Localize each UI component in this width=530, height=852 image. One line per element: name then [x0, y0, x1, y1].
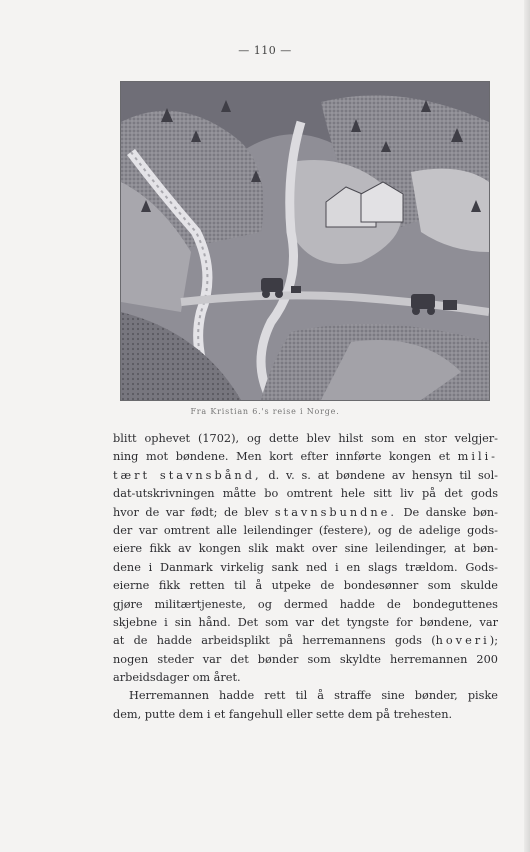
text-line: der var omtrent alle leilendinger (festere), og de adelige gods-	[113, 523, 498, 537]
text-line: eierne fikk retten til å utpeke de bondesønner som skulde	[113, 579, 498, 593]
text-line: skjebne i sin hånd. Det som var det tyngste for bøndene, var	[113, 615, 498, 629]
illustration	[120, 81, 490, 401]
page-edge	[524, 0, 530, 852]
text-line: dem, putte dem i et fangehull eller sette dem på trehesten.	[113, 707, 453, 721]
text-line: tært stavnsbånd, d. v. s. at bøndene av hensyn til sol-	[113, 468, 498, 482]
landscape-painting-icon	[121, 82, 489, 400]
text-line: dene i Danmark virkelig sank ned i en slags trældom. Gods-	[113, 560, 498, 574]
text-line: arbeidsdager om året.	[113, 671, 241, 685]
text-line: hvor de var født; de blev stavnsbundne. De danske bøn-	[113, 505, 498, 519]
text-line: ning mot bøndene. Men kort efter innførte kongen et mili-	[113, 450, 498, 464]
figure-caption: Fra Kristian 6.'s reise i Norge.	[190, 407, 340, 416]
body-text	[113, 430, 498, 724]
page-number: — 110 —	[238, 44, 292, 57]
text-line: dat-utskrivningen måtte bo omtrent hele sitt liv på det gods	[113, 487, 498, 501]
text-line: nogen steder var det bønder som skyldte herremannen 200	[113, 652, 498, 666]
text-line: at de hadde arbeidsplikt på herremannens gods (hoveri);	[113, 634, 498, 648]
text-line: blitt ophevet (1702), og dette blev hilst som en stor velgjer-	[113, 432, 498, 445]
text-line: eiere fikk av kongen slik makt over sine leilendinger, at bøn-	[113, 542, 498, 556]
text-line: gjøre militærtjeneste, og dermed hadde de bondeguttenes	[113, 597, 498, 611]
text-line: Herremannen hadde rett til å straffe sine bønder, piske	[129, 689, 498, 703]
